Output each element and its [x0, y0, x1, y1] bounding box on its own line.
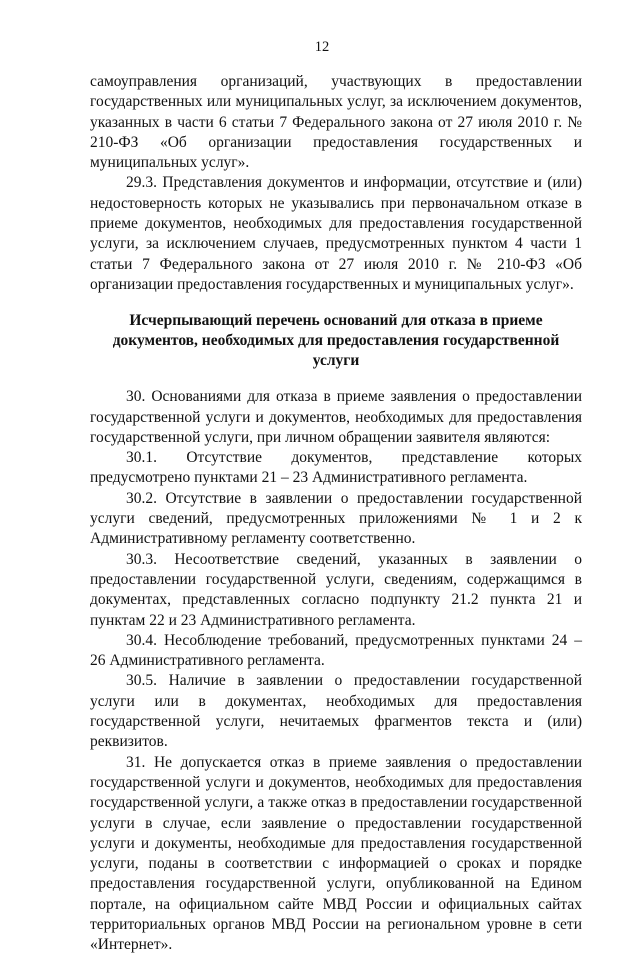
- section-heading-line-2: документов, необходимых для предоставления государственной услуги: [112, 332, 560, 370]
- paragraph-p-30-5: 30.5. Наличие в заявлении о предоставлении государственной услуги или в документах, необходимых для предоставления государственной услуги, нечитаемых фрагментов текста и (или) реквизитов.: [90, 672, 582, 751]
- paragraph-p-30: 30. Основаниями для отказа в приеме заявления о предоставлении государственной услуги и документов, необходимых для предоставления государственной услуги, при личном обращении заявителя являются:: [90, 388, 582, 446]
- paragraph-p-30-4: 30.4. Несоблюдение требований, предусмотренных пунктами 24 – 26 Административного регламента.: [90, 631, 582, 670]
- paragraph-p-30-1: 30.1. Отсутствие документов, представление которых предусмотрено пунктами 21 – 23 Административного регламента.: [90, 449, 582, 487]
- document-body: [90, 72, 582, 956]
- section-heading-line-1: Исчерпывающий перечень оснований для отказа в приеме: [129, 312, 543, 330]
- top-paragraphs: [90, 72, 582, 295]
- bottom-paragraphs: [90, 387, 582, 955]
- paragraph-p-cont: самоуправления организаций, участвующих в предоставлении государственных или муниципальных услуг, за исключением документов, указанных в части 6 статьи 7 Федерального закона от 27 июля 2010 г. № 210-ФЗ «Об организации предоставления государственных и муниципальных услуг».: [90, 73, 582, 172]
- paragraph-p-30-3: 30.3. Несоответствие сведений, указанных в заявлении о предоставлении государственной услуги, сведениям, содержащимся в документах, представленных согласно подпункту 21.2 пункта 21 и пунктам 22 и 23 Административного регламента.: [90, 550, 582, 629]
- paragraph-p-31: 31. Не допускается отказ в приеме заявления о предоставлении государственной услуги и документов, необходимых для предоставления государственной услуги, а также отказ в предоставлении государственной услуги в случае, если заявление о предоставлении государственной услуги и документы, необходимые для предоставления государственной услуги, поданы в соответствии с информацией о сроках и порядке предоставления государственной услуги, опубликованной на Едином портале, на официальном сайте МВД России и официальных сайтах территориальных органов МВД России на региональном уровне в сети «Интернет».: [90, 753, 582, 954]
- section-heading: [90, 311, 582, 371]
- paragraph-p-29-3: 29.3. Представления документов и информации, отсутствие и (или) недостоверность которых не указывались при первоначальном отказе в приеме документов, необходимых для предоставления государственной услуги, за исключением случаев, предусмотренных пунктом 4 части 1 статьи 7 Федерального закона от 27 июля 2010 г. № 210-ФЗ «Об организации предоставления государственных и муниципальных услуг».: [90, 174, 582, 293]
- page-number: 12: [314, 39, 330, 55]
- paragraph-p-30-2: 30.2. Отсутствие в заявлении о предоставлении государственной услуги сведений, предусмотренных приложениями № 1 и 2 к Административному регламенту соответственно.: [90, 489, 582, 548]
